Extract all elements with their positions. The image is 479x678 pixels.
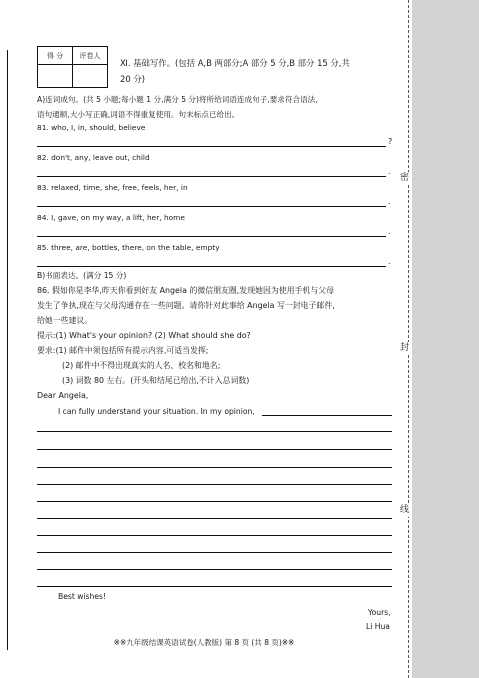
letter-signoff: Yours, [368,608,391,617]
section-title [120,55,400,87]
end-mark-85: . [388,257,391,266]
answer-line-85[interactable] [37,266,386,267]
requirement-1: 要求:(1) 邮件中须包括所有提示内容,可适当发挥; [37,346,209,355]
writing-line-4[interactable] [37,484,392,485]
writing-line-8[interactable] [37,552,392,553]
section-title-line2: 20 分) [120,74,145,84]
end-mark-82: . [388,167,391,176]
question-83: 83. relaxed, time, she, free, feels, her, in [37,183,188,192]
question-85: 85. three, are, bottles, there, on the table, empty [37,243,220,252]
grader-cell[interactable] [73,65,108,88]
letter-signature: Li Hua [366,622,390,631]
part-a-heading-line1: A)连词成句。(共 5 小题;每小题 1 分,满分 5 分)将所给词语连成句子,要求符合语法, [37,95,318,104]
answer-line-83[interactable] [37,206,386,207]
letter-greeting: Dear Angela, [37,391,89,400]
part-a-heading-line2: 语句通顺,大小写正确,词语不得重复使用。句末标点已给出。 [37,110,240,119]
score-table [37,46,108,88]
binding-margin [412,0,479,678]
writing-line-3[interactable] [37,467,392,468]
answer-line-81[interactable] [37,146,386,147]
writing-line-6[interactable] [37,518,392,519]
grader-header: 评卷人 [73,47,108,65]
writing-line-10[interactable] [37,586,392,587]
writing-prompt [37,283,393,403]
score-header: 得 分 [38,47,73,65]
opening-blank-line[interactable] [262,415,392,416]
left-margin-rule [7,50,8,650]
requirement-3: (3) 词数 80 左右。(开头和结尾已给出,不计入总词数) [62,376,250,385]
prompt-line1: 86. 假如你是李华,昨天你看到好友 Angela 的微信朋友圈,发现她因为使用手机与父母 [37,286,334,295]
writing-line-1[interactable] [37,431,392,432]
question-82: 82. don't, any, leave out, child [37,153,150,162]
writing-line-5[interactable] [37,501,392,502]
part-b-heading: B)书面表达。(满分 15 分) [37,271,127,280]
answer-line-82[interactable] [37,176,386,177]
writing-line-7[interactable] [37,535,392,536]
prompt-line2: 发生了争执,现在与父母沟通存在一些问题。请你针对此事给 Angela 写一封电子邮件, [37,301,335,310]
seal-char-mi: 密 [400,173,410,183]
binding-dashed-line [408,0,409,678]
letter-opening: I can fully understand your situation. In my opinion, [58,407,255,416]
writing-line-9[interactable] [37,569,392,570]
end-mark-84: . [388,227,391,236]
letter-closing: Best wishes! [58,592,106,601]
section-title-line1: Ⅺ. 基础写作。(包括 A,B 两部分;A 部分 5 分,B 部分 15 分,共 [120,58,350,68]
requirement-2: (2) 邮件中不得出现真实的人名、校名和地名; [62,361,221,370]
score-cell[interactable] [38,65,73,88]
end-mark-81: ? [388,137,393,146]
question-81: 81. who, I, in, should, believe [37,123,146,132]
seal-char-xian: 线 [400,505,410,515]
answer-line-84[interactable] [37,236,386,237]
end-mark-83: . [388,197,391,206]
prompt-line3: 给她一些建议。 [37,316,93,325]
prompt-hints: 提示:(1) What's your opinion? (2) What should she do? [37,331,251,340]
writing-line-2[interactable] [37,449,392,450]
question-84: 84. I, gave, on my way, a lift, her, home [37,213,185,222]
page-footer: ※※九年级结课英语试卷(人教版) 第 8 页 (共 8 页)※※ [113,638,295,647]
seal-char-feng: 封 [400,343,410,353]
